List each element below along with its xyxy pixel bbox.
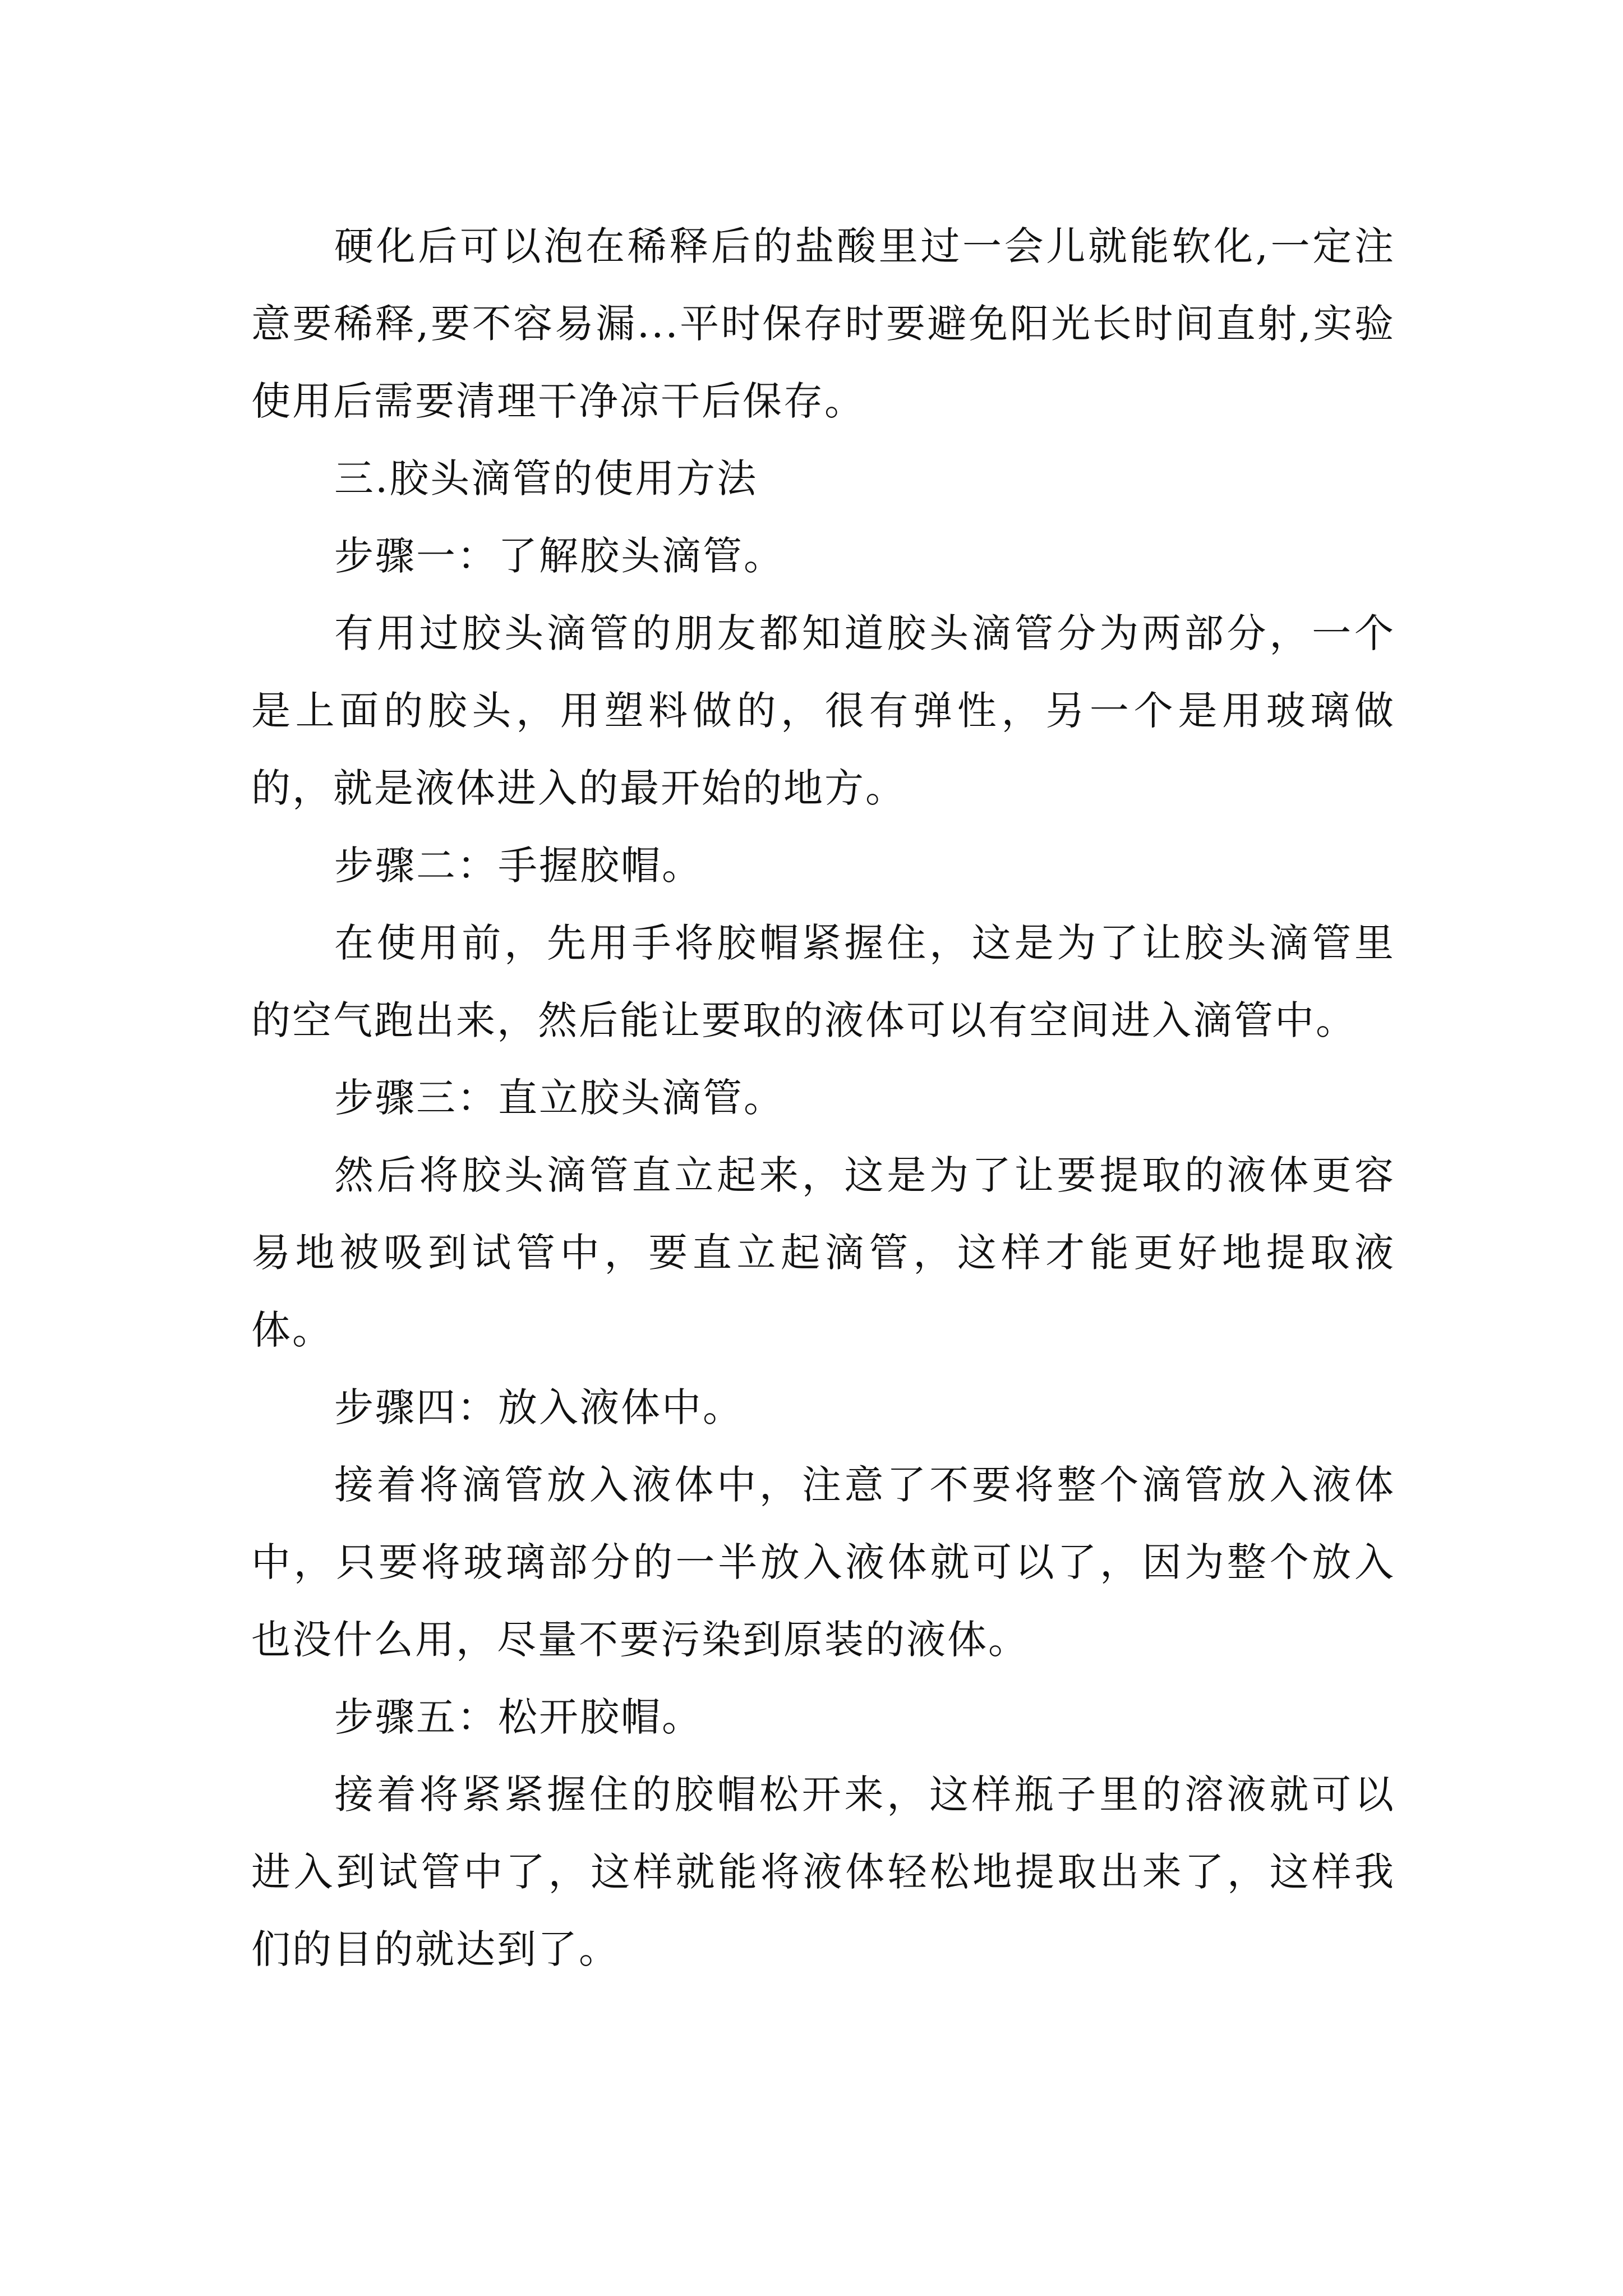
section-heading-dropper-usage: 三.胶头滴管的使用方法 (334, 455, 758, 501)
step-2-heading: 步骤二：手握胶帽。 (334, 843, 703, 889)
step-2-text: 在使用前，先用手将胶帽紧握住，这是为了让胶头滴管里的空气跑出来，然后能让要取的液体可以有空间进入滴管中。 (251, 920, 1395, 1043)
step-4-heading: 步骤四：放入液体中。 (334, 1384, 744, 1430)
step-1-text: 有用过胶头滴管的朋友都知道胶头滴管分为两部分，一个是上面的胶头，用塑料做的，很有弹性，另一个是用玻璃做的，就是液体进入的最开始的地方。 (251, 610, 1395, 811)
document-body (251, 208, 1395, 1988)
step-5-heading: 步骤五：松开胶帽。 (334, 1694, 703, 1740)
step-1-heading: 步骤一：了解胶头滴管。 (334, 533, 785, 579)
step-4-text: 接着将滴管放入液体中，注意了不要将整个滴管放入液体中，只要将玻璃部分的一半放入液体就可以了，因为整个放入也没什么用，尽量不要污染到原装的液体。 (251, 1462, 1395, 1663)
paragraph-intro-storage: 硬化后可以泡在稀释后的盐酸里过一会儿就能软化,一定注意要稀释,要不容易漏...平时保存时要避免阳光长时间直射,实验使用后需要清理干净凉干后保存。 (251, 223, 1395, 424)
step-3-text: 然后将胶头滴管直立起来，这是为了让要提取的液体更容易地被吸到试管中，要直立起滴管，这样才能更好地提取液体。 (251, 1152, 1395, 1353)
step-5-text: 接着将紧紧握住的胶帽松开来，这样瓶子里的溶液就可以进入到试管中了，这样就能将液体轻松地提取出来了，这样我们的目的就达到了。 (251, 1772, 1395, 1972)
step-3-heading: 步骤三：直立胶头滴管。 (334, 1075, 785, 1121)
